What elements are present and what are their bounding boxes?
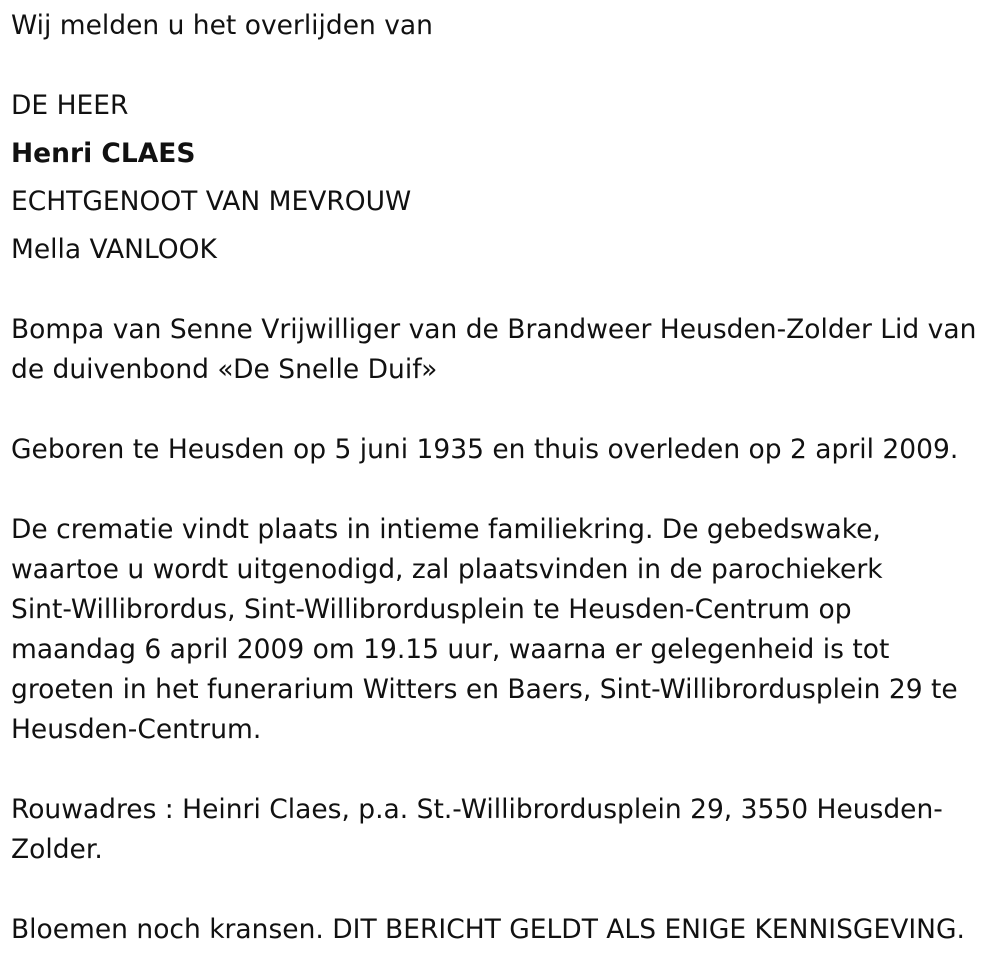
birth-death-text: Geboren te Heusden op 5 juni 1935 en thuis overleden op 2 april 2009. [11,434,959,465]
address-line: Zolder. [11,834,103,865]
spouse-label: ECHTGENOOT VAN MEVROUW [11,186,412,217]
ceremony-line: Heusden-Centrum. [11,714,262,745]
spouse-name: Mella VANLOOK [11,234,217,265]
spouse-name-line [11,230,217,270]
title-line [11,86,128,126]
ceremony-line: waartoe u wordt uitgenodigd, zal plaatsvinden in de parochiekerk [11,554,883,585]
ceremony-line: Sint-Willibrordus, Sint-Willibrordusplein te Heusden-Centrum op [11,594,852,625]
honorific-text: DE HEER [11,90,129,121]
ceremony-line: De crematie vindt plaats in intieme familiekring. De gebedswake, [11,514,881,545]
mourning-address-paragraph [11,790,943,870]
intro-text: Wij melden u het overlijden van [11,10,433,41]
birth-death-paragraph [11,430,958,470]
ceremony-line: maandag 6 april 2009 om 19.15 uur, waarna er gelegenheid is tot [11,634,890,665]
roles-line: Bompa van Senne Vrijwilliger van de Brandweer Heusden-Zolder Lid van [11,314,977,345]
closing-paragraph [11,910,965,950]
address-line: Rouwadres : Heinri Claes, p.a. St.-Willibrordusplein 29, 3550 Heusden- [11,794,943,825]
deceased-name-line [11,134,195,174]
roles-paragraph [11,310,976,390]
roles-line: de duivenbond «De Snelle Duif» [11,354,438,385]
intro-line [11,6,433,46]
closing-text: Bloemen noch kransen. DIT BERICHT GELDT ALS ENIGE KENNISGEVING. [11,914,965,945]
ceremony-paragraph [11,510,958,750]
spouse-label-line [11,182,411,222]
ceremony-line: groeten in het funerarium Witters en Baers, Sint-Willibrordusplein 29 te [11,674,958,705]
deceased-name: Henri CLAES [11,138,196,169]
